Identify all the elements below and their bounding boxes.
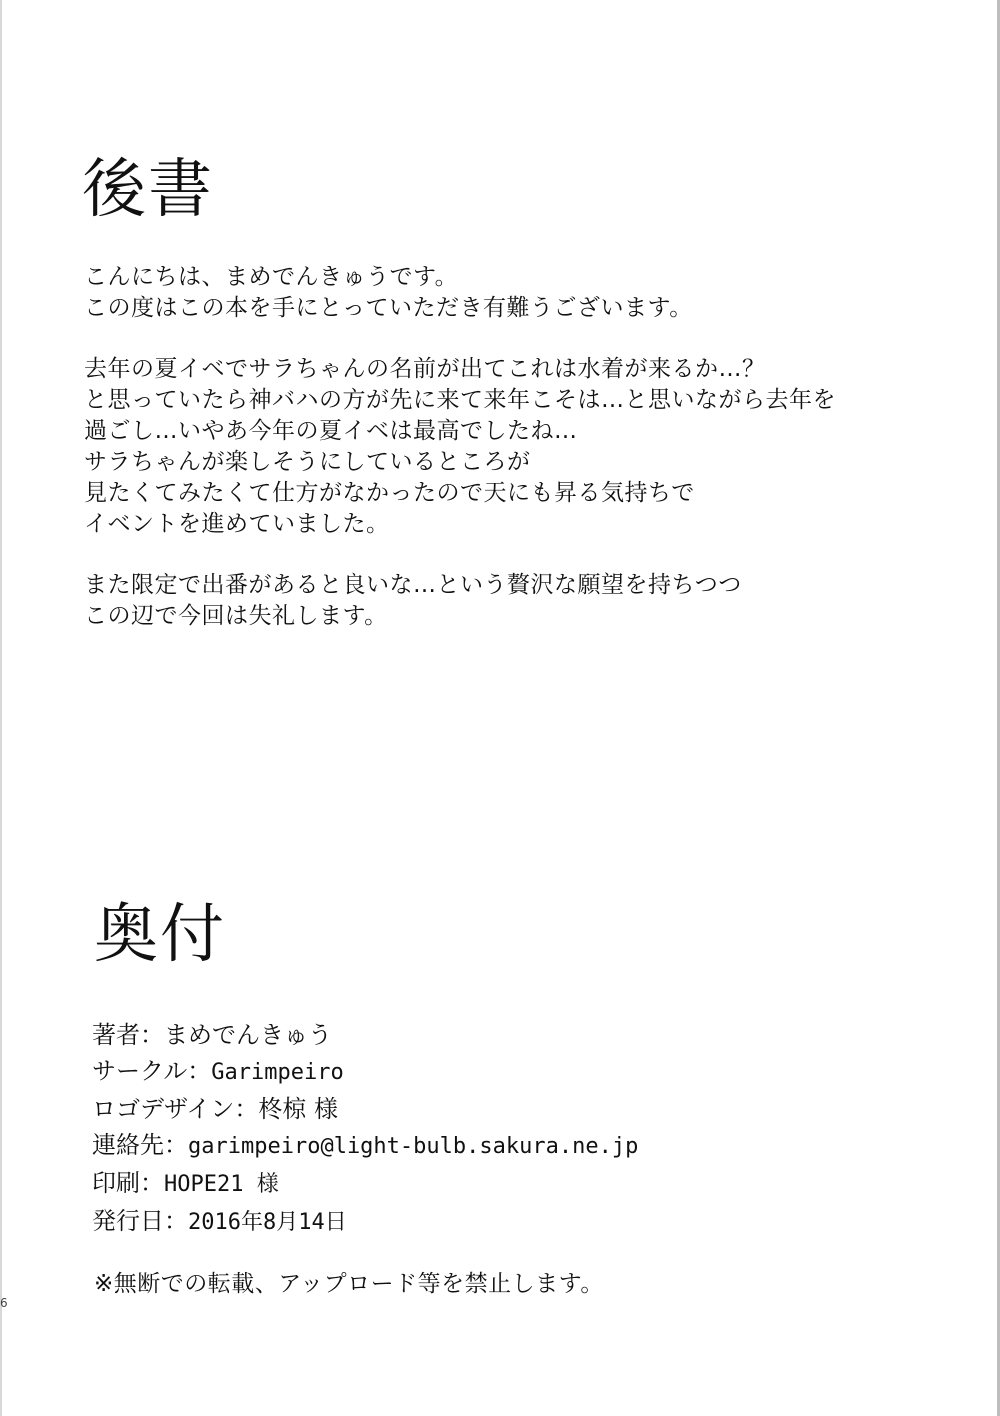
afterword-paragraph	[84, 570, 924, 632]
afterword-line: この辺で今回は失礼します。	[84, 603, 388, 629]
copyright-notice: ※無断での転載、アップロード等を禁止します。	[94, 1271, 604, 1297]
afterword-line: サラちゃんが楽しそうにしているところが	[84, 449, 531, 475]
page-edge-left	[0, 0, 2, 1416]
afterword-line: 去年の夏イベでサラちゃんの名前が出てこれは水着が来るか…？	[84, 356, 766, 382]
afterword-line: 見たくてみたくて仕方がなかったので天にも昇る気持ちで	[84, 480, 695, 506]
afterword-line: と思っていたら神バハの方が先に来て来年こそは…と思いながら去年を	[84, 387, 836, 413]
page-number: 6	[0, 1296, 8, 1310]
afterword-line: この度はこの本を手にとっていただき有難うございます。	[84, 295, 693, 321]
colophon-row-contact	[92, 1127, 912, 1165]
printer-label: 印刷：	[92, 1169, 164, 1197]
afterword-line: こんにちは、まめでんきゅうです。	[84, 264, 459, 290]
colophon-row-printer	[92, 1165, 912, 1203]
printer-value: HOPE21 様	[164, 1172, 279, 1197]
contact-email: garimpeiro@light-bulb.sakura.ne.jp	[188, 1134, 639, 1159]
afterword-line: 過ごし…いやあ今年の夏イベは最高でしたね…	[84, 418, 578, 444]
logo-design-value: 柊椋 様	[258, 1095, 338, 1123]
colophon-details	[92, 1017, 912, 1241]
colophon-title: 奥付	[94, 898, 226, 972]
circle-value: Garimpeiro	[211, 1060, 344, 1085]
afterword-paragraph	[84, 354, 924, 540]
colophon-row-logo-design	[92, 1091, 912, 1127]
afterword-title: 後書	[82, 153, 214, 227]
author-label: 著者：	[92, 1021, 164, 1049]
afterword-line: また限定で出番があると良いな…という贅沢な願望を持ちつつ	[84, 572, 742, 598]
afterword-paragraph	[84, 262, 924, 324]
afterword-body	[84, 262, 924, 662]
publish-date-value: 2016年8月14日	[188, 1210, 347, 1235]
colophon-row-circle	[92, 1053, 912, 1091]
author-value: まめでんきゅう	[164, 1021, 332, 1049]
colophon-row-author	[92, 1017, 912, 1053]
logo-design-label: ロゴデザイン：	[92, 1095, 259, 1123]
afterword-line: イベントを進めていました。	[84, 511, 390, 537]
contact-label: 連絡先：	[92, 1131, 188, 1159]
publish-date-label: 発行日：	[92, 1207, 188, 1235]
colophon-row-date	[92, 1203, 912, 1241]
circle-label: サークル：	[92, 1057, 212, 1085]
